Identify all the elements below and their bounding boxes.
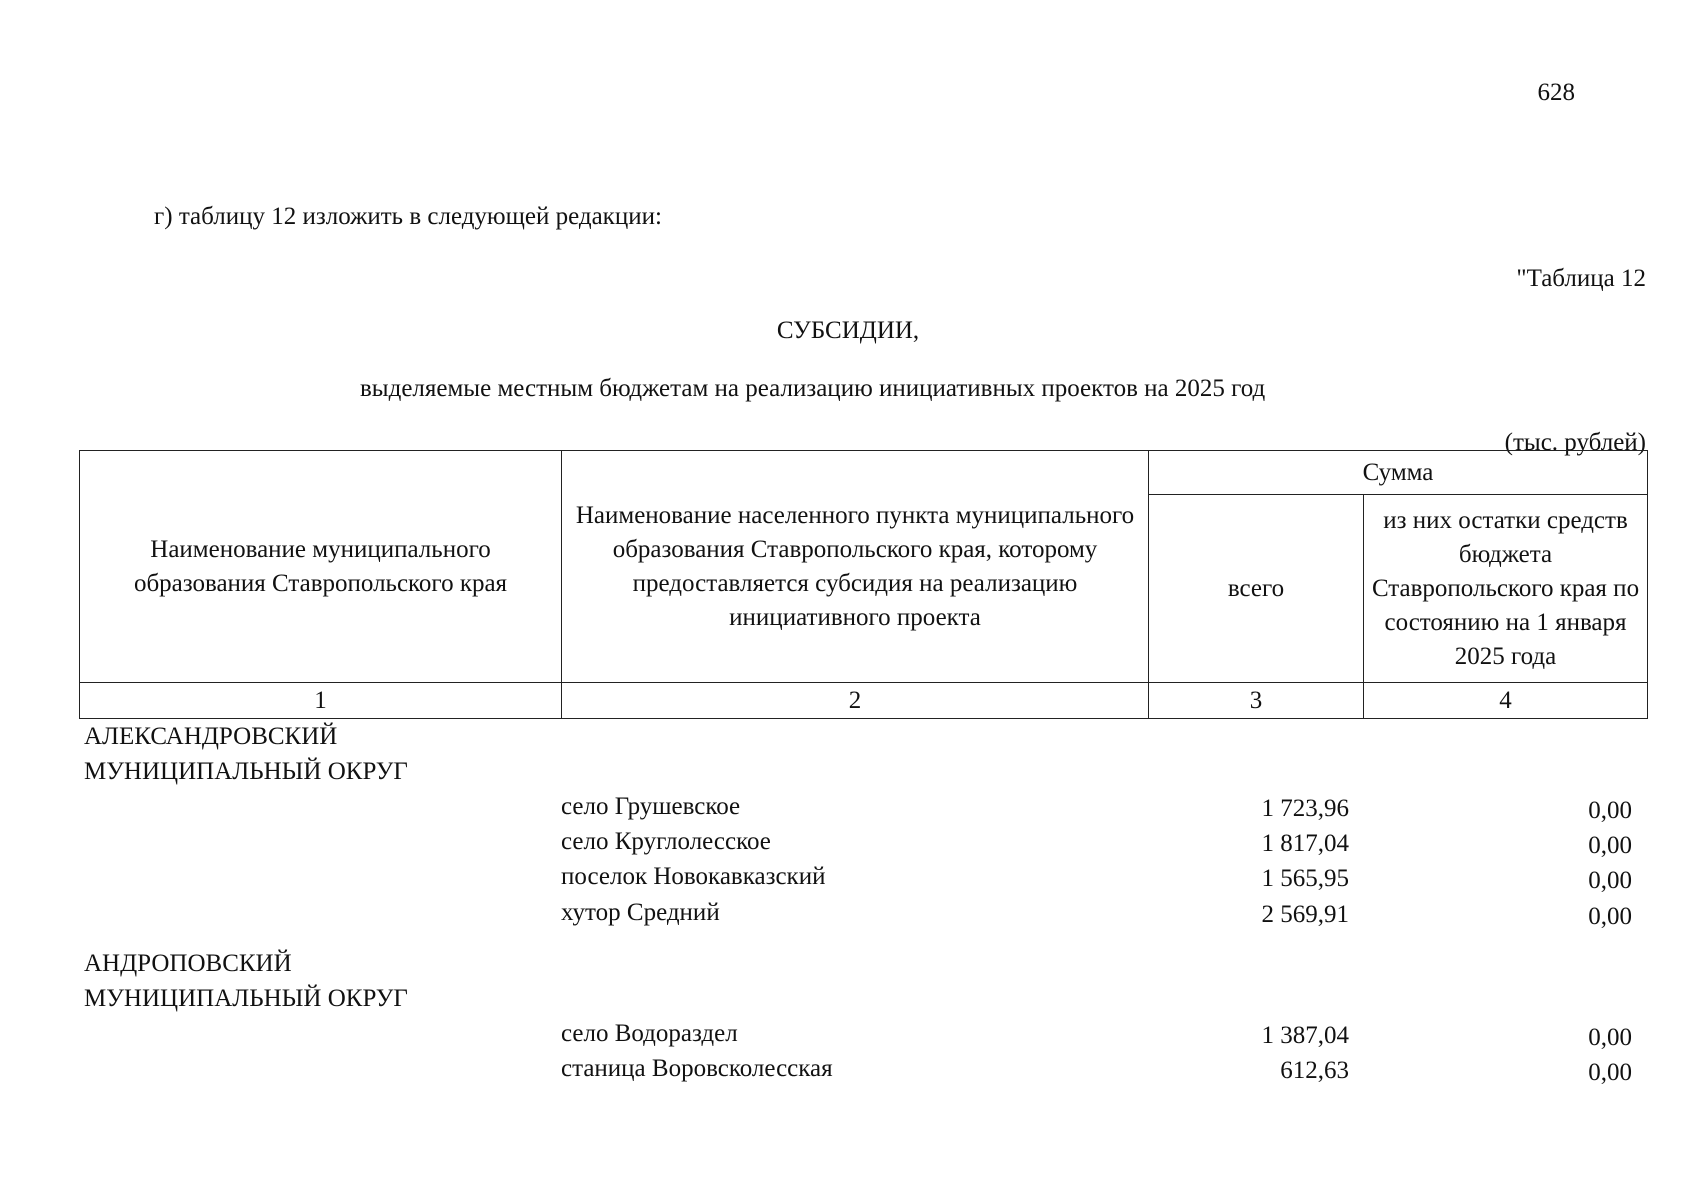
header-col-number-4: 4: [1364, 683, 1648, 719]
settlement-name: поселок Новокавказский: [561, 863, 826, 890]
page-number: 628: [1537, 79, 1575, 106]
settlement-name: село Грушевское: [561, 793, 741, 820]
header-col-number-1: 1: [80, 683, 562, 719]
settlement-name: село Круглолесское: [561, 828, 771, 855]
subsidy-total: 1 565,95: [1261, 865, 1349, 892]
subsidy-remainder: 0,00: [1588, 1024, 1632, 1051]
subsidy-total: 1 387,04: [1261, 1022, 1349, 1049]
settlement-name: село Водораздел: [561, 1020, 738, 1047]
header-remainder: из них остатки средств бюджета Ставропольского края по состоянию на 1 января 2025 года: [1364, 495, 1648, 683]
subsidy-remainder: 0,00: [1588, 1059, 1632, 1086]
header-col-number-3: 3: [1149, 683, 1364, 719]
subsidy-total: 612,63: [1280, 1057, 1349, 1084]
header-total: всего: [1149, 495, 1364, 683]
units-note: (тыс. рублей): [1504, 429, 1646, 456]
subsidy-remainder: 0,00: [1588, 903, 1632, 930]
subsidy-total: 1 723,96: [1261, 795, 1349, 822]
settlement-name: хутор Средний: [561, 899, 720, 926]
table-caption: "Таблица 12: [1516, 265, 1646, 292]
municipality-name: АНДРОПОВСКИЙ МУНИЦИПАЛЬНЫЙ ОКРУГ: [84, 950, 408, 1012]
municipality-name: АЛЕКСАНДРОВСКИЙ МУНИЦИПАЛЬНЫЙ ОКРУГ: [84, 723, 408, 785]
subsidy-remainder: 0,00: [1588, 867, 1632, 894]
subsidy-remainder: 0,00: [1588, 797, 1632, 824]
subsidy-total: 1 817,04: [1261, 830, 1349, 857]
document-subtitle: выделяемые местным бюджетам на реализацию инициативных проектов на 2025 год: [360, 375, 1266, 402]
header-sum: Сумма: [1149, 451, 1648, 495]
document-title: СУБСИДИИ,: [776, 317, 920, 344]
header-col-number-2: 2: [562, 683, 1149, 719]
settlement-name: станица Воровсколесская: [561, 1055, 833, 1082]
subsidy-remainder: 0,00: [1588, 832, 1632, 859]
subsidy-total: 2 569,91: [1261, 901, 1349, 928]
instruction-text: г) таблицу 12 изложить в следующей редакции:: [154, 203, 662, 230]
header-municipality: Наименование муниципального образования Ставропольского края: [80, 451, 562, 683]
header-settlement: Наименование населенного пункта муниципального образования Ставропольского края, которому предоставляется субсидия на реализацию инициативного проекта: [562, 451, 1149, 683]
